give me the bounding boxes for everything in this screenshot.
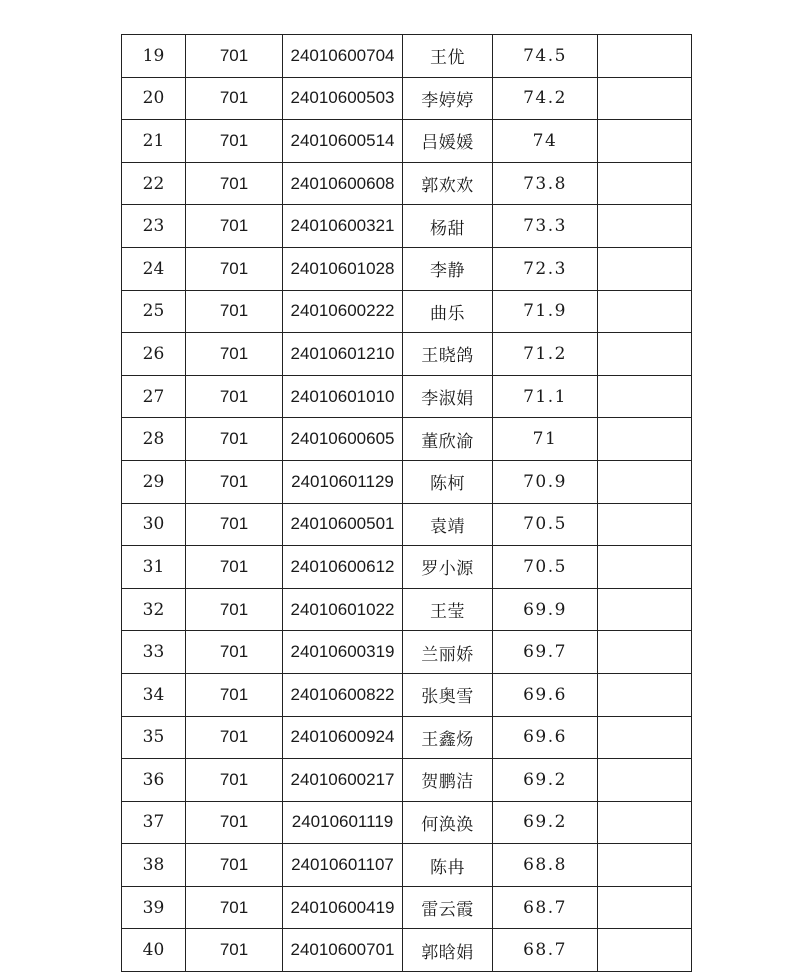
exam-number-cell: 24010601210 xyxy=(283,333,403,376)
remark-cell xyxy=(598,333,692,376)
seq-cell: 26 xyxy=(122,333,186,376)
remark-cell xyxy=(598,375,692,418)
post-code-cell: 701 xyxy=(186,247,283,290)
score-cell: 71.1 xyxy=(493,375,598,418)
seq-cell: 23 xyxy=(122,205,186,248)
table-row xyxy=(122,503,692,546)
candidate-name-cell: 李淑娟 xyxy=(403,375,493,418)
score-cell: 74.2 xyxy=(493,77,598,120)
table-row xyxy=(122,716,692,759)
exam-number-cell: 24010600822 xyxy=(283,673,403,716)
seq-cell: 30 xyxy=(122,503,186,546)
score-cell: 73.3 xyxy=(493,205,598,248)
score-cell: 69.2 xyxy=(493,759,598,802)
exam-number-cell: 24010601022 xyxy=(283,588,403,631)
post-code-cell: 701 xyxy=(186,418,283,461)
candidate-name-cell: 郭晗娟 xyxy=(403,929,493,972)
exam-number-cell: 24010600924 xyxy=(283,716,403,759)
candidate-name-cell: 董欣渝 xyxy=(403,418,493,461)
table-row xyxy=(122,801,692,844)
candidate-name-cell: 曲乐 xyxy=(403,290,493,333)
score-cell: 69.7 xyxy=(493,631,598,674)
post-code-cell: 701 xyxy=(186,929,283,972)
table-body xyxy=(122,35,692,972)
seq-cell: 21 xyxy=(122,120,186,163)
score-cell: 74.5 xyxy=(493,35,598,78)
candidate-name-cell: 兰丽娇 xyxy=(403,631,493,674)
exam-number-cell: 24010600608 xyxy=(283,162,403,205)
post-code-cell: 701 xyxy=(186,759,283,802)
score-cell: 69.6 xyxy=(493,716,598,759)
table-row xyxy=(122,886,692,929)
exam-number-cell: 24010601028 xyxy=(283,247,403,290)
table-row xyxy=(122,375,692,418)
post-code-cell: 701 xyxy=(186,673,283,716)
candidate-name-cell: 吕媛媛 xyxy=(403,120,493,163)
candidate-name-cell: 陈冉 xyxy=(403,844,493,887)
exam-number-cell: 24010600612 xyxy=(283,546,403,589)
post-code-cell: 701 xyxy=(186,844,283,887)
seq-cell: 35 xyxy=(122,716,186,759)
table-row xyxy=(122,333,692,376)
seq-cell: 25 xyxy=(122,290,186,333)
candidate-score-table xyxy=(121,34,692,972)
post-code-cell: 701 xyxy=(186,162,283,205)
post-code-cell: 701 xyxy=(186,375,283,418)
candidate-name-cell: 郭欢欢 xyxy=(403,162,493,205)
candidate-name-cell: 李婷婷 xyxy=(403,77,493,120)
remark-cell xyxy=(598,247,692,290)
remark-cell xyxy=(598,716,692,759)
seq-cell: 36 xyxy=(122,759,186,802)
remark-cell xyxy=(598,290,692,333)
candidate-name-cell: 王鑫炀 xyxy=(403,716,493,759)
score-cell: 74 xyxy=(493,120,598,163)
score-cell: 69.9 xyxy=(493,588,598,631)
table-row xyxy=(122,35,692,78)
seq-cell: 37 xyxy=(122,801,186,844)
seq-cell: 39 xyxy=(122,886,186,929)
score-cell: 68.7 xyxy=(493,886,598,929)
score-cell: 73.8 xyxy=(493,162,598,205)
score-cell: 70.5 xyxy=(493,546,598,589)
post-code-cell: 701 xyxy=(186,801,283,844)
candidate-name-cell: 张奥雪 xyxy=(403,673,493,716)
seq-cell: 29 xyxy=(122,460,186,503)
remark-cell xyxy=(598,546,692,589)
seq-cell: 38 xyxy=(122,844,186,887)
table-row xyxy=(122,546,692,589)
post-code-cell: 701 xyxy=(186,333,283,376)
exam-number-cell: 24010601129 xyxy=(283,460,403,503)
score-cell: 68.7 xyxy=(493,929,598,972)
seq-cell: 33 xyxy=(122,631,186,674)
seq-cell: 27 xyxy=(122,375,186,418)
post-code-cell: 701 xyxy=(186,631,283,674)
exam-number-cell: 24010600701 xyxy=(283,929,403,972)
post-code-cell: 701 xyxy=(186,460,283,503)
score-cell: 69.6 xyxy=(493,673,598,716)
seq-cell: 20 xyxy=(122,77,186,120)
score-cell: 71.2 xyxy=(493,333,598,376)
post-code-cell: 701 xyxy=(186,35,283,78)
remark-cell xyxy=(598,418,692,461)
post-code-cell: 701 xyxy=(186,120,283,163)
exam-number-cell: 24010600419 xyxy=(283,886,403,929)
candidate-name-cell: 袁靖 xyxy=(403,503,493,546)
remark-cell xyxy=(598,631,692,674)
candidate-name-cell: 陈柯 xyxy=(403,460,493,503)
exam-number-cell: 24010600514 xyxy=(283,120,403,163)
exam-number-cell: 24010600503 xyxy=(283,77,403,120)
seq-cell: 34 xyxy=(122,673,186,716)
score-cell: 70.9 xyxy=(493,460,598,503)
table-row xyxy=(122,759,692,802)
table-row xyxy=(122,205,692,248)
score-sheet xyxy=(121,34,691,972)
candidate-name-cell: 贺鹏洁 xyxy=(403,759,493,802)
table-row xyxy=(122,162,692,205)
seq-cell: 32 xyxy=(122,588,186,631)
seq-cell: 31 xyxy=(122,546,186,589)
post-code-cell: 701 xyxy=(186,77,283,120)
exam-number-cell: 24010600605 xyxy=(283,418,403,461)
table-row xyxy=(122,631,692,674)
seq-cell: 22 xyxy=(122,162,186,205)
seq-cell: 40 xyxy=(122,929,186,972)
remark-cell xyxy=(598,844,692,887)
remark-cell xyxy=(598,77,692,120)
remark-cell xyxy=(598,588,692,631)
candidate-name-cell: 何涣涣 xyxy=(403,801,493,844)
remark-cell xyxy=(598,120,692,163)
table-row xyxy=(122,418,692,461)
remark-cell xyxy=(598,886,692,929)
exam-number-cell: 24010600501 xyxy=(283,503,403,546)
table-row xyxy=(122,120,692,163)
post-code-cell: 701 xyxy=(186,588,283,631)
remark-cell xyxy=(598,205,692,248)
post-code-cell: 701 xyxy=(186,503,283,546)
candidate-name-cell: 杨甜 xyxy=(403,205,493,248)
seq-cell: 19 xyxy=(122,35,186,78)
candidate-name-cell: 雷云霞 xyxy=(403,886,493,929)
exam-number-cell: 24010600704 xyxy=(283,35,403,78)
remark-cell xyxy=(598,162,692,205)
candidate-name-cell: 王优 xyxy=(403,35,493,78)
candidate-name-cell: 王莹 xyxy=(403,588,493,631)
score-cell: 69.2 xyxy=(493,801,598,844)
post-code-cell: 701 xyxy=(186,716,283,759)
table-row xyxy=(122,290,692,333)
seq-cell: 28 xyxy=(122,418,186,461)
exam-number-cell: 24010600222 xyxy=(283,290,403,333)
remark-cell xyxy=(598,503,692,546)
score-cell: 71 xyxy=(493,418,598,461)
remark-cell xyxy=(598,759,692,802)
exam-number-cell: 24010601107 xyxy=(283,844,403,887)
post-code-cell: 701 xyxy=(186,886,283,929)
exam-number-cell: 24010601119 xyxy=(283,801,403,844)
table-row xyxy=(122,673,692,716)
post-code-cell: 701 xyxy=(186,205,283,248)
exam-number-cell: 24010601010 xyxy=(283,375,403,418)
table-row xyxy=(122,460,692,503)
table-row xyxy=(122,247,692,290)
candidate-name-cell: 罗小源 xyxy=(403,546,493,589)
candidate-name-cell: 李静 xyxy=(403,247,493,290)
candidate-name-cell: 王晓鸽 xyxy=(403,333,493,376)
table-row xyxy=(122,844,692,887)
score-cell: 72.3 xyxy=(493,247,598,290)
exam-number-cell: 24010600217 xyxy=(283,759,403,802)
exam-number-cell: 24010600321 xyxy=(283,205,403,248)
remark-cell xyxy=(598,35,692,78)
seq-cell: 24 xyxy=(122,247,186,290)
score-cell: 68.8 xyxy=(493,844,598,887)
table-row xyxy=(122,588,692,631)
post-code-cell: 701 xyxy=(186,290,283,333)
remark-cell xyxy=(598,929,692,972)
exam-number-cell: 24010600319 xyxy=(283,631,403,674)
table-row xyxy=(122,77,692,120)
remark-cell xyxy=(598,460,692,503)
score-cell: 70.5 xyxy=(493,503,598,546)
post-code-cell: 701 xyxy=(186,546,283,589)
remark-cell xyxy=(598,673,692,716)
score-cell: 71.9 xyxy=(493,290,598,333)
remark-cell xyxy=(598,801,692,844)
table-row xyxy=(122,929,692,972)
